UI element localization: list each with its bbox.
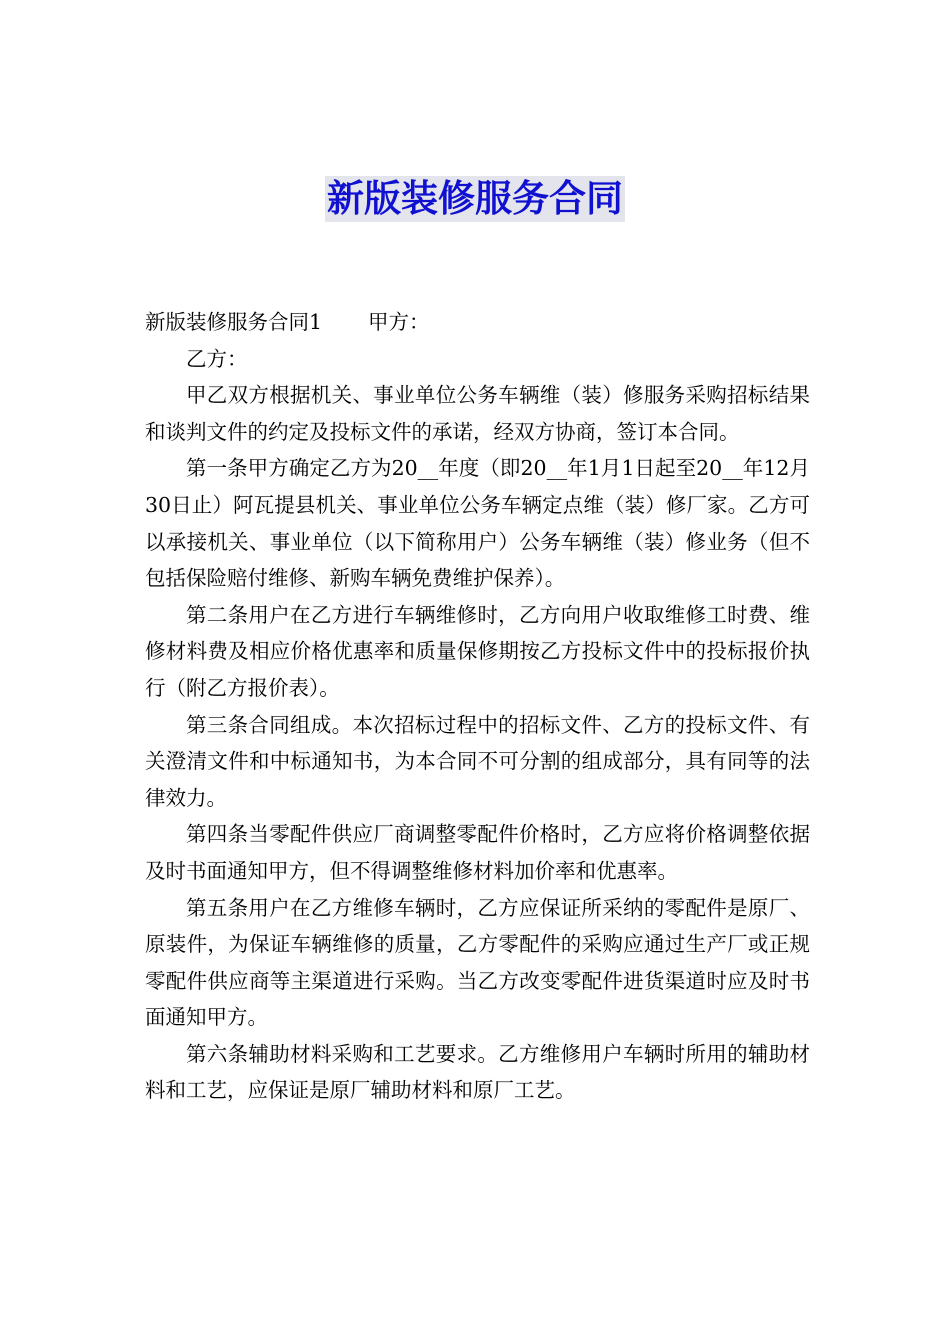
article-5: 第五条用户在乙方维修车辆时，乙方应保证所采纳的零配件是原厂、原装件，为保证车辆维修的质量，乙方零配件的采购应通过生产厂或正规零配件供应商等主渠道进行采购。当乙方改变零配件进货渠道时应及时书面通知甲方。 [145,895,810,1030]
heading-line-prefix: 新版装修服务合同1 [145,310,323,334]
party-b-label: 乙方： [186,346,248,371]
article-3: 第三条合同组成。本次招标过程中的招标文件、乙方的投标文件、有关澄清文件和中标通知书，为本合同不可分割的组成部分，具有同等的法律效力。 [145,712,810,810]
article-2: 第二条用户在乙方进行车辆维修时，乙方向用户收取维修工时费、维修材料费及相应价格优惠率和质量保修期按乙方投标文件中的投标报价执行（附乙方报价表）。 [145,602,810,700]
article-6: 第六条辅助材料采购和工艺要求。乙方维修用户车辆时所用的辅助材料和工艺，应保证是原厂辅助材料和原厂工艺。 [145,1041,810,1103]
heading-line [145,304,810,341]
article-1: 第一条甲方确定乙方为20__年度（即20__年1月1日起至20__年12月30日止）阿瓦提县机关、事业单位公务车辆定点维（装）修厂家。乙方可以承接机关、事业单位（以下简称用户）公务车辆维（装）修业务（但不包括保险赔付维修、新购车辆免费维护保养）。 [145,456,810,591]
paragraph-preamble: 甲乙双方根据机关、事业单位公务车辆维（装）修服务采购招标结果和谈判文件的约定及投标文件的承诺，经双方协商，签订本合同。 [145,383,810,444]
title-wrap [0,176,950,222]
article-4: 第四条当零配件供应厂商调整零配件价格时，乙方应将价格调整依据及时书面通知甲方，但不得调整维修材料加价率和优惠率。 [145,822,810,883]
document-body [145,304,810,1109]
document-title: 新版装修服务合同 [327,177,623,220]
party-a-label: 甲方： [368,310,430,334]
